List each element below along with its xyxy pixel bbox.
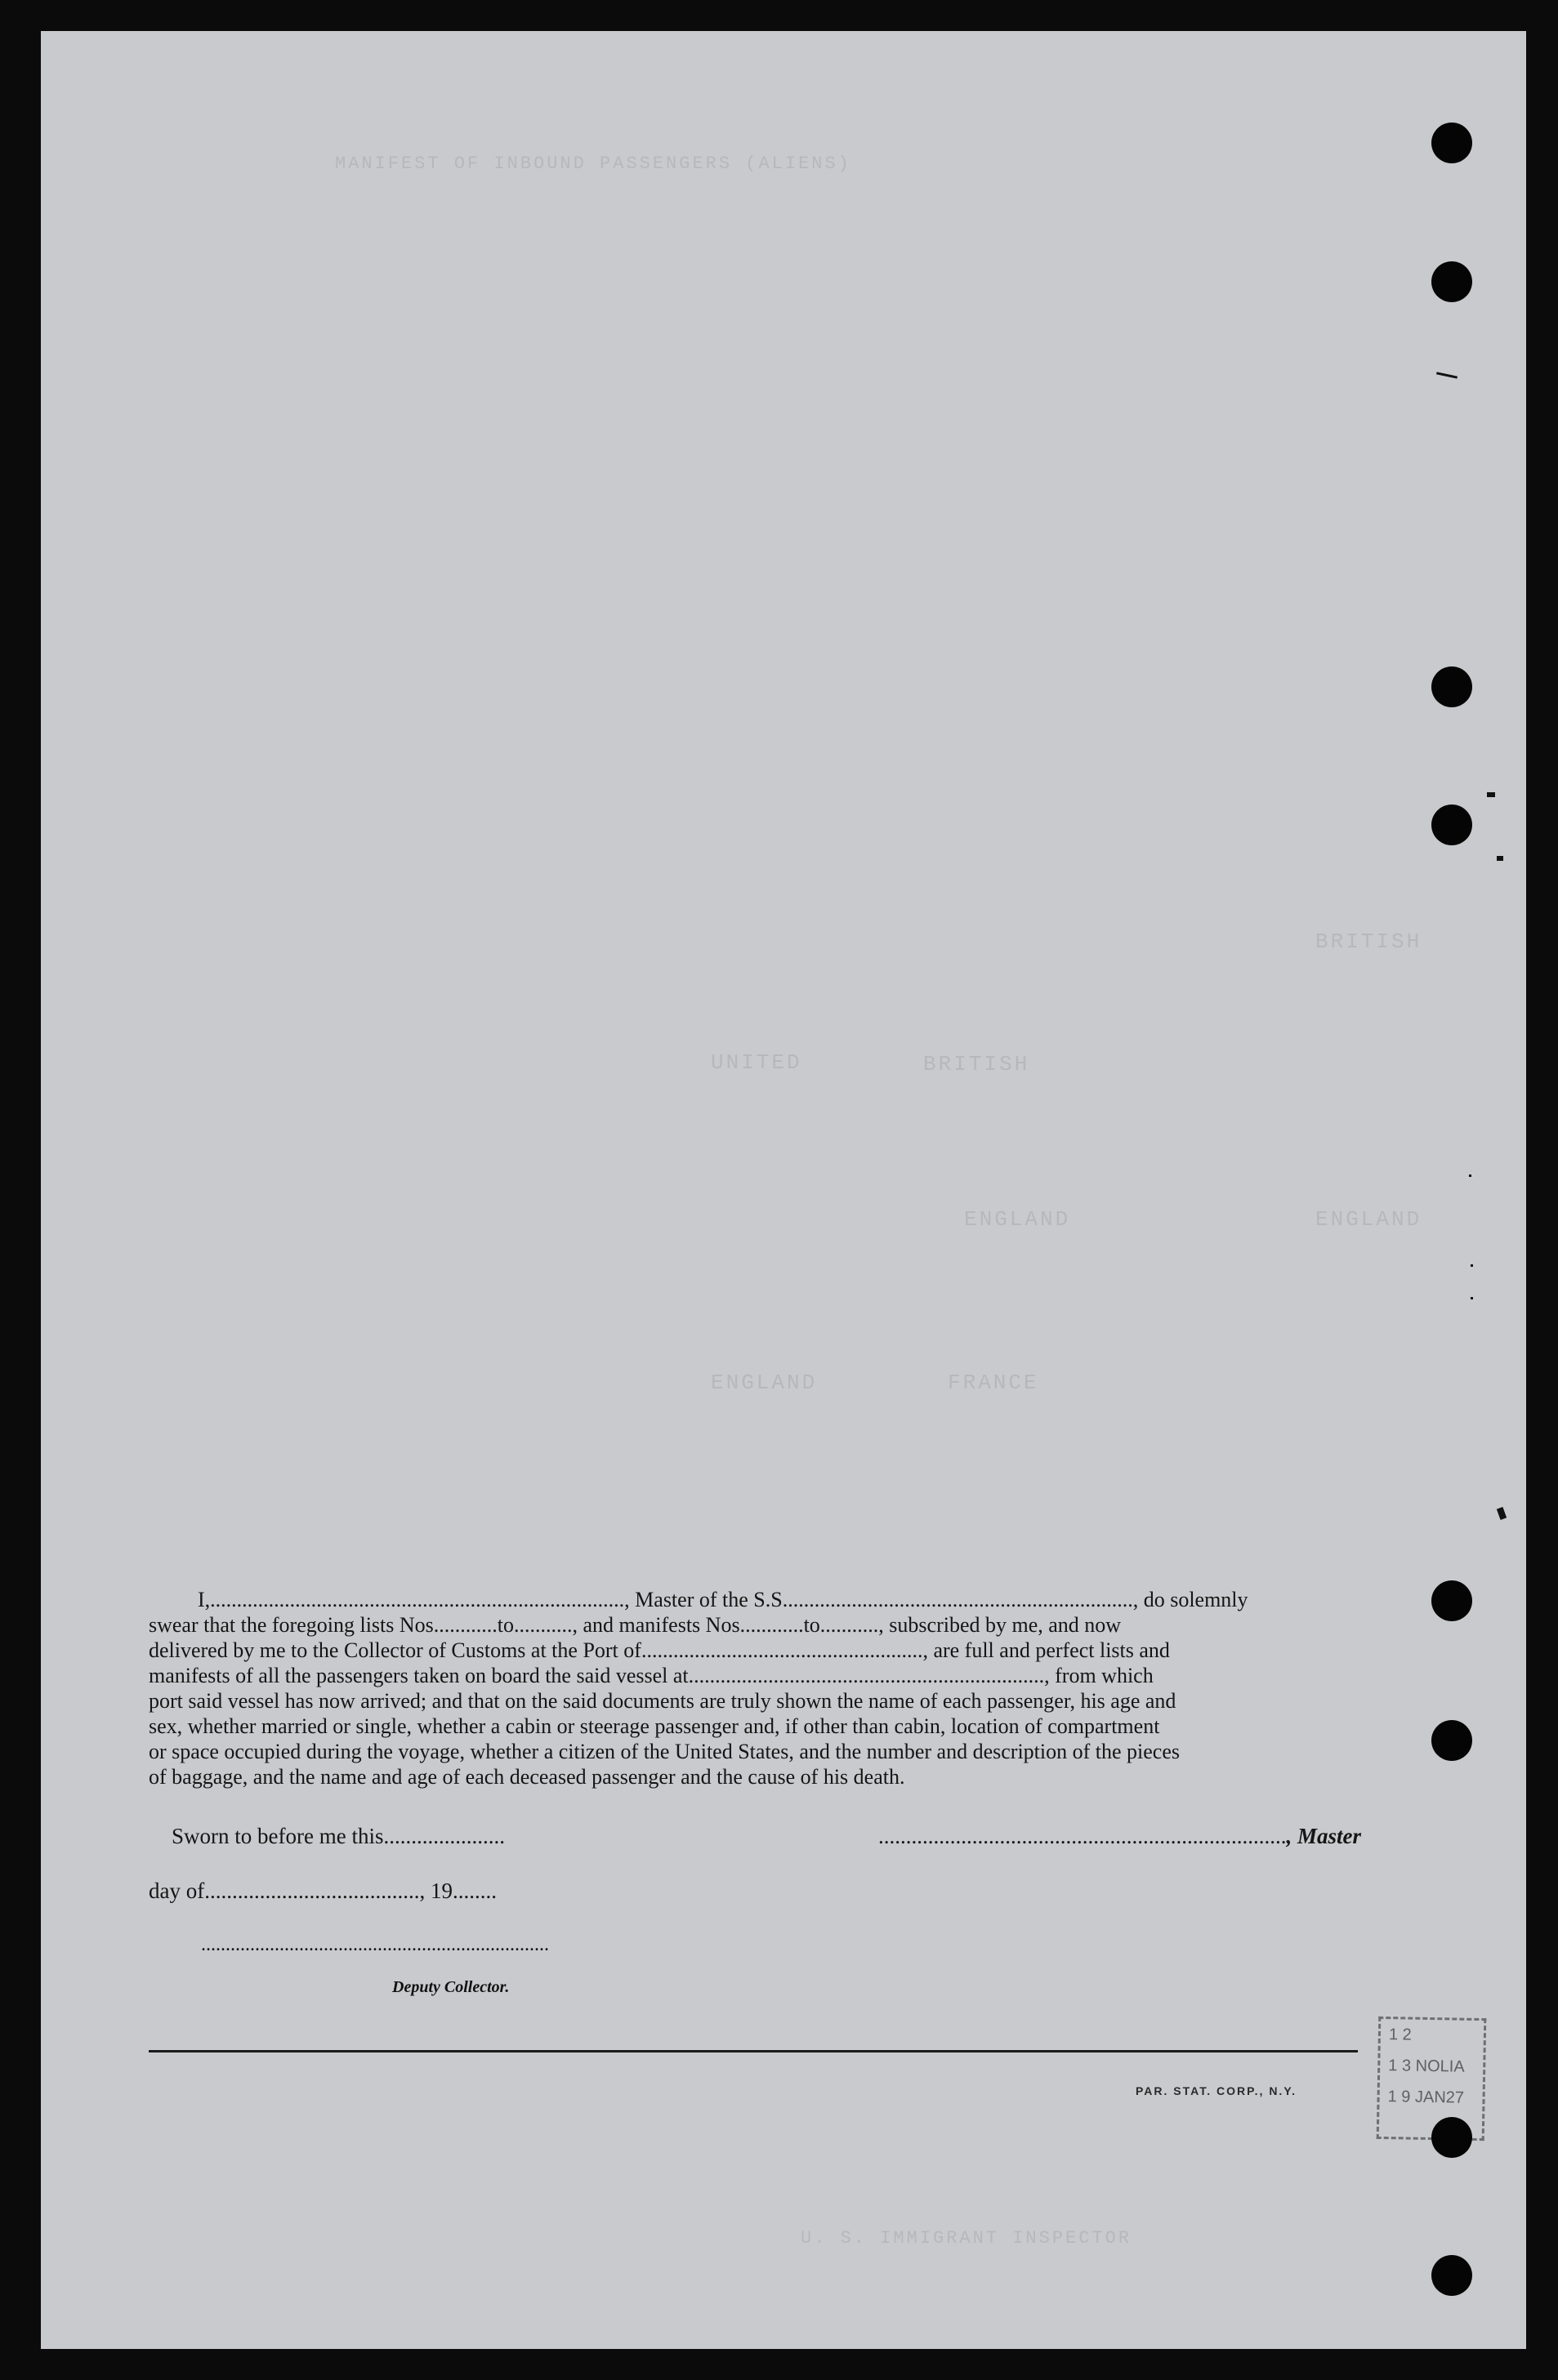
printer-mark: PAR. STAT. CORP., N.Y. (1136, 2084, 1297, 2097)
bleed-through-fragment: BRITISH (1315, 929, 1422, 954)
bleed-through-fragment: BRITISH (923, 1052, 1030, 1076)
speck (1471, 1297, 1473, 1299)
punch-hole (1431, 804, 1472, 845)
oath-line: swear that the foregoing lists Nos............to..........., and manifests Nos............to..........., subscribed by me, and now (149, 1613, 1122, 1637)
punch-hole (1431, 2255, 1472, 2296)
punch-hole (1431, 123, 1472, 163)
bleed-through-fragment: FRANCE (948, 1371, 1039, 1395)
punch-hole (1431, 1580, 1472, 1621)
speck (1497, 856, 1503, 861)
date-stamp (1377, 2017, 1487, 2141)
speck (1471, 1264, 1473, 1267)
stamp-line: 1 9 JAN27 (1387, 2088, 1465, 2107)
speck (1436, 372, 1458, 378)
master-label: , Master (1286, 1824, 1362, 1848)
master-signature-dots: .......................................................................... (878, 1824, 1287, 1848)
oath-line: port said vessel has now arrived; and that on the said documents are truly shown the name of each passenger, his age and (149, 1689, 1176, 1713)
oath-line: delivered by me to the Collector of Customs at the Port of....................................................., are full and perfect lists and (149, 1638, 1170, 1662)
master-signature-line (878, 1824, 1361, 1849)
stamp-line: 1 3 NOLIA (1388, 2057, 1465, 2076)
oath-line: or space occupied during the voyage, whether a citizen of the United States, and the number and description of the pieces (149, 1740, 1181, 1763)
oath-line: of baggage, and the name and age of each deceased passenger and the cause of his death. (149, 1765, 905, 1789)
oath-line: manifests of all the passengers taken on board the said vessel at..................................................................., from which (149, 1664, 1154, 1687)
deputy-collector-label: Deputy Collector. (392, 1978, 510, 1996)
punch-hole (1431, 666, 1472, 707)
speck (1487, 792, 1495, 797)
stamp-line: 1 2 (1388, 2026, 1412, 2044)
document-page (41, 31, 1526, 2349)
oath-line: sex, whether married or single, whether a cabin or steerage passenger and, if other than cabin, location of compartment (149, 1714, 1160, 1738)
bleed-through-fragment: ENGLAND (711, 1371, 818, 1395)
bleed-through-fragment: ENGLAND (1315, 1207, 1422, 1232)
punch-hole (1431, 1720, 1472, 1761)
bleed-through-fragment: UNITED (711, 1050, 802, 1075)
speck (1469, 1174, 1471, 1177)
oath-paragraph (149, 1587, 1423, 1789)
punch-hole (1431, 261, 1472, 302)
punch-hole (1431, 2117, 1472, 2158)
deputy-signature-line: ....................................................................... (201, 1934, 549, 1955)
bleed-through-header: MANIFEST OF INBOUND PASSENGERS (ALIENS) (335, 154, 851, 174)
oath-line: I,.............................................................................., Master of the S.S.................................................................., do solemnly (198, 1588, 1248, 1611)
day-of-field: day of......................................., 19........ (149, 1879, 497, 1903)
bleed-through-fragment: ENGLAND (964, 1207, 1071, 1232)
bottom-rule (149, 2050, 1358, 2052)
speck (1497, 1507, 1507, 1520)
sworn-before-field: Sworn to before me this...................... (172, 1824, 505, 1848)
bleed-through-fragment: U. S. IMMIGRANT INSPECTOR (801, 2228, 1132, 2249)
